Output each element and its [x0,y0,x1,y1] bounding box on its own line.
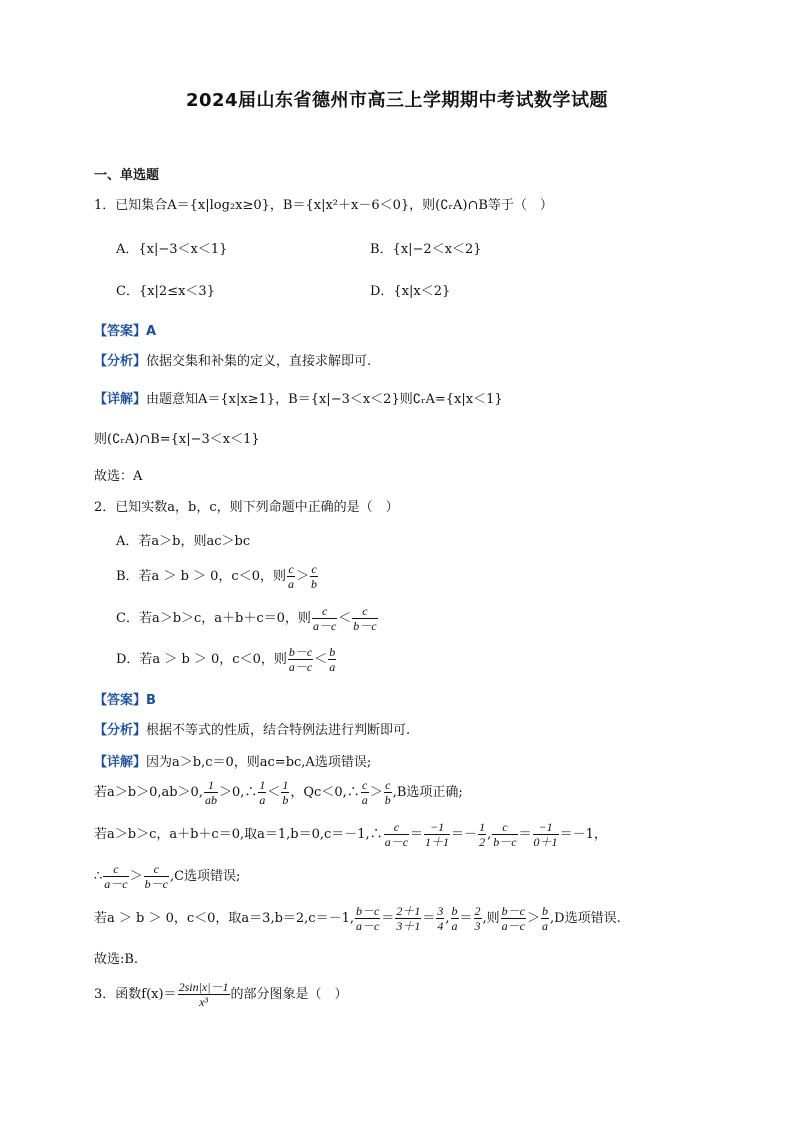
fraction [178,980,230,1009]
question-3-stem [94,980,348,1009]
denominator: b－c [493,835,517,849]
numerator: 1 [282,778,289,792]
denominator: a－c [384,835,409,849]
numerator: c [311,562,317,576]
operator: ＝ [459,911,473,926]
denominator: a－c [356,919,380,933]
fraction [384,778,392,807]
numerator: −1 [424,820,450,835]
denominator: a [259,793,266,807]
detail-text: 由题意知A＝{x|x≥1}，B＝{x|−3＜x＜2}则∁ᵣA={x|x＜1} [146,392,503,407]
denominator: b [311,577,317,591]
fraction [288,645,313,674]
fraction [258,778,266,807]
q2-choose: 故选:B. [94,952,139,967]
denominator: b [384,793,391,807]
denominator: b－c [353,619,377,633]
operator: ＞ [295,569,309,584]
operator: ＝ [410,827,424,842]
numerator: c [312,604,337,619]
detail-tag: 【详解】 [94,392,147,407]
operator: ＜ [267,785,281,800]
fraction [424,820,450,849]
text-segment: ,C选项错误; [169,869,241,884]
fraction [144,862,169,891]
q1-option-c: C．{x|2≤x＜3} [116,284,215,299]
denominator: 0＋1 [533,835,558,849]
numerator: c [385,778,391,792]
fraction [541,904,549,933]
text-segment: ,B选项正确; [392,785,463,800]
denominator: b－c [144,877,168,891]
operator: ＞ [369,785,383,800]
fraction [287,562,295,591]
numerator: c [103,862,128,877]
text-segment: ，Qc＜0,∴ [290,785,360,800]
q1-choose: 故选：A [94,469,143,484]
text-segment: 若a＞b＞c，a＋b＋c＝0,取a＝1,b＝0,c＝－1,∴ [94,827,383,842]
numerator: c [384,820,409,835]
q2-detail-line-5 [94,904,621,933]
numerator: 1 [204,778,218,793]
fraction [103,862,128,891]
denominator: a [451,919,458,933]
option-d-text: D．若a ＞ b ＞ 0，c＜0，则 [116,652,287,667]
q2-option-a: A．若a＞b，则ac＞bc [116,534,251,549]
numerator: c [144,862,169,877]
denominator: 3 [474,919,481,933]
section-heading: 一、单选题 [94,168,160,183]
denominator: 4 [437,919,444,933]
q2-answer: 【答案】B [94,693,156,708]
q1-detail [94,388,503,407]
fraction [355,904,380,933]
operator: ＝ [381,911,395,926]
denominator: a－c [312,619,337,633]
fraction [451,904,459,933]
q2-analysis [94,719,410,738]
text-segment: 的部分图象是（ ） [230,987,348,1002]
numerator: c [492,820,517,835]
question-2-stem: 2．已知实数a，b，c，则下列命题中正确的是（ ） [94,500,399,515]
fraction [361,778,369,807]
denominator: ab [204,793,217,807]
fraction [436,904,444,933]
numerator: 3 [437,904,444,918]
numerator: 2＋1 [396,904,421,918]
q2-detail-line-3 [94,820,607,849]
text-segment: 3．函数f(x)＝ [94,987,177,1002]
q1-analysis [94,350,371,369]
text-segment: ,则 [482,911,500,926]
numerator: c [352,604,377,619]
q2-option-d [116,645,337,674]
fraction [328,645,336,674]
denominator: a [329,660,336,674]
q2-detail-line-2 [94,778,463,807]
fraction [204,778,218,807]
denominator: 2 [479,835,486,849]
q1-answer: 【答案】A [94,324,157,339]
q2-detail [94,751,371,770]
denominator: a－c [288,660,313,674]
numerator: b [451,904,458,918]
denominator: a－c [104,877,128,891]
operator: ＜ [314,652,328,667]
text-segment: , [487,827,492,842]
numerator: 1 [259,778,266,792]
q1-option-a: A．{x|−3＜x＜1} [116,242,228,257]
fraction [533,820,559,849]
numerator: b－c [501,904,525,918]
fraction [312,604,337,633]
q2-detail-line-4 [94,862,240,891]
denominator: 1＋1 [425,835,450,849]
operator: ＝－ [451,827,478,842]
text-segment: , [445,911,450,926]
denominator: a [287,577,294,591]
fraction [352,604,377,633]
analysis-tag: 【分析】 [94,354,147,369]
denominator: b [282,793,289,807]
analysis-text: 依据交集和补集的定义，直接求解即可. [146,354,372,369]
denominator: a－c [501,919,525,933]
numerator: −1 [533,820,559,835]
analysis-tag: 【分析】 [94,723,147,738]
denominator: 3＋1 [396,919,421,933]
q1-option-b: B．{x|−2＜x＜2} [370,242,482,257]
fraction [501,904,526,933]
numerator: b [329,645,336,659]
fraction [474,904,482,933]
denominator: a [542,919,549,933]
page-title: 2024届山东省德州市高三上学期期中考试数学试题 [185,90,609,111]
question-1-stem: 1．已知集合A＝{x|log₂x≥0}，B＝{x|x²＋x－6＜0}，则(∁ᵣA)∩B等于（ ） [94,198,553,213]
text-segment: ,D选项错误. [550,911,621,926]
text-segment: 若a＞b＞0,ab＞0, [94,785,203,800]
analysis-text: 根据不等式的性质，结合特例法进行判断即可. [146,723,411,738]
denominator: a [361,793,368,807]
fraction [281,778,289,807]
fraction [384,820,409,849]
q2-option-c [116,604,379,633]
q1-option-d: D．{x|x＜2} [370,284,451,299]
fraction [395,904,421,933]
text-segment: ＞0,∴ [218,785,258,800]
fraction [310,562,318,591]
numerator: 2 [474,904,481,918]
operator: ＜ [338,611,352,626]
denominator: x³ [199,995,208,1009]
numerator: 1 [479,820,486,834]
text-segment: 若a ＞ b ＞ 0，c＜0，取a＝3,b＝2,c＝－1, [94,911,354,926]
numerator: b－c [288,645,313,659]
numerator: c [288,562,294,576]
operator: ＞ [129,869,143,884]
numerator: b [542,904,549,918]
operator: ＝ [422,911,436,926]
q2-option-b [116,562,319,591]
detail-tag: 【详解】 [94,755,147,770]
q1-detail-line-2: 则(∁ᵣA)∩B={x|−3＜x＜1} [94,432,260,447]
numerator: 2sin|x|－1 [178,980,229,994]
operator: ＝ [518,827,532,842]
numerator: b－c [356,904,380,918]
detail-text: 因为a＞b,c＝0，则ac=bc,A选项错误; [146,755,372,770]
fraction [478,820,486,849]
numerator: c [362,778,368,792]
fraction [492,820,517,849]
option-c-text: C．若a＞b＞c，a＋b＋c＝0，则 [116,611,311,626]
text-segment: ∴ [94,869,103,884]
text-segment: ＝－1， [559,827,607,842]
operator: ＞ [527,911,541,926]
option-b-text: B．若a ＞ b ＞ 0，c＜0，则 [116,569,286,584]
